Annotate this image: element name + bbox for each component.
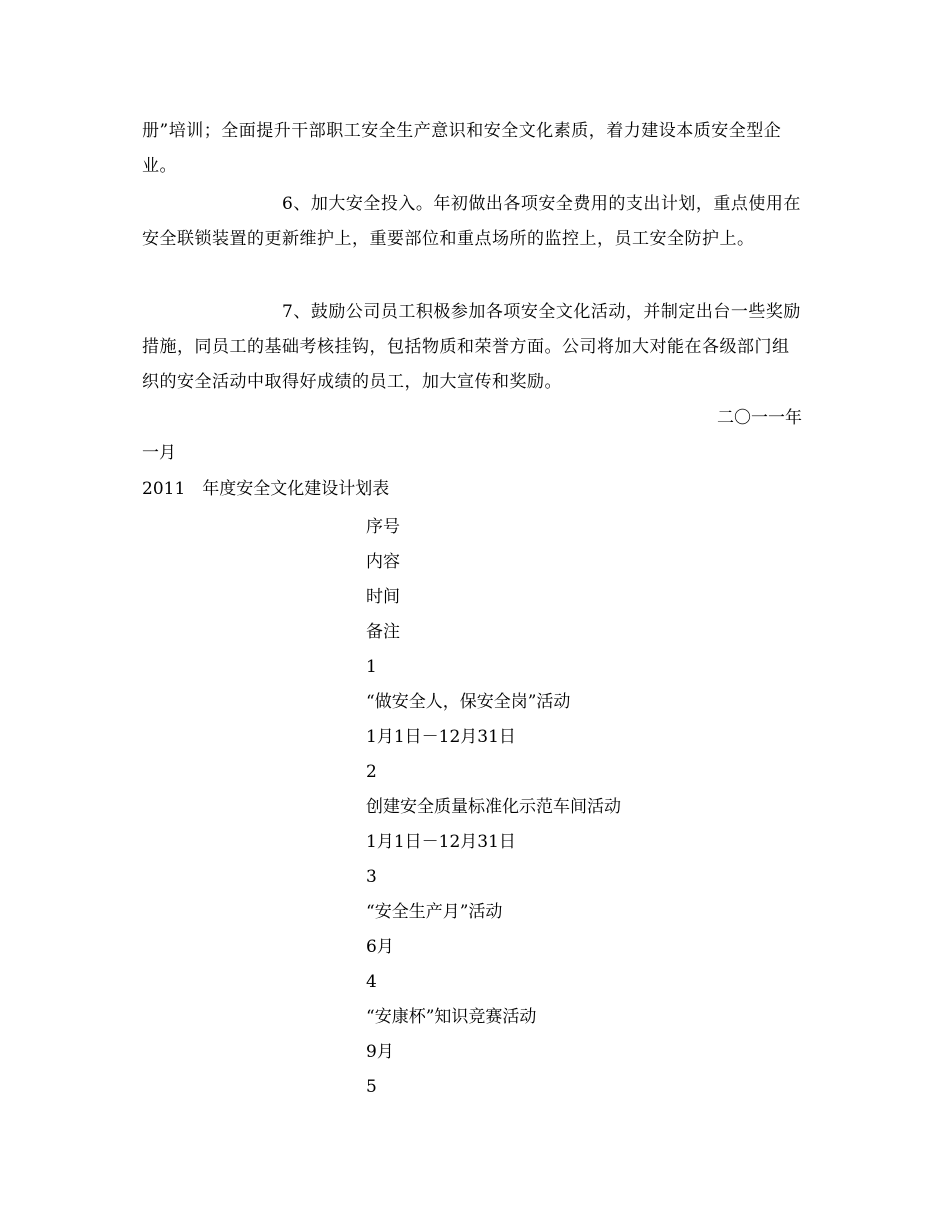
table-header-number: 序号 (366, 517, 400, 537)
paragraph-encourage-activities (142, 295, 802, 400)
table-cell-number: 1 (366, 657, 377, 677)
table-title: 2011 年度安全文化建设计划表 (142, 479, 390, 499)
table-cell-number: 4 (366, 972, 377, 992)
table-header-content: 内容 (366, 552, 400, 572)
table-header-time: 时间 (366, 587, 400, 607)
table-cell-content: “安全生产月”活动 (366, 902, 503, 922)
date-month: 一月 (142, 443, 176, 463)
table-cell-time: 1月1日－12月31日 (366, 727, 516, 747)
table-cell-number: 3 (366, 867, 377, 887)
paragraph-safety-investment-text: 6、加大安全投入。年初做出各项安全费用的支出计划，重点使用在安全联锁装置的更新维护上，重要部位和重点场所的监控上，员工安全防护上。 (142, 194, 801, 249)
table-cell-content: 创建安全质量标准化示范车间活动 (366, 797, 621, 817)
table-cell-time: 1月1日－12月31日 (366, 832, 516, 852)
paragraph-training: 册”培训；全面提升干部职工安全生产意识和安全文化素质，着力建设本质安全型企业。 (142, 121, 782, 176)
table-cell-time: 6月 (366, 937, 394, 957)
table-cell-content: “安康杯”知识竞赛活动 (366, 1007, 537, 1027)
table-cell-time: 9月 (366, 1042, 394, 1062)
paragraph-encourage-activities-text: 7、鼓励公司员工积极参加各项安全文化活动，并制定出台一些奖励措施，同员工的基础考核挂钩，包括物质和荣誉方面。公司将加大对能在各级部门组织的安全活动中取得好成绩的员工，加大宣传和奖励。 (142, 302, 801, 392)
date-year: 二〇一一年 (717, 408, 802, 428)
table-header-remarks: 备注 (366, 622, 400, 642)
table-cell-number: 5 (366, 1077, 377, 1097)
table-cell-content: “做安全人，保安全岗”活动 (366, 692, 571, 712)
table-cell-number: 2 (366, 762, 377, 782)
paragraph-safety-investment (142, 187, 802, 257)
plan-table (366, 510, 786, 1105)
